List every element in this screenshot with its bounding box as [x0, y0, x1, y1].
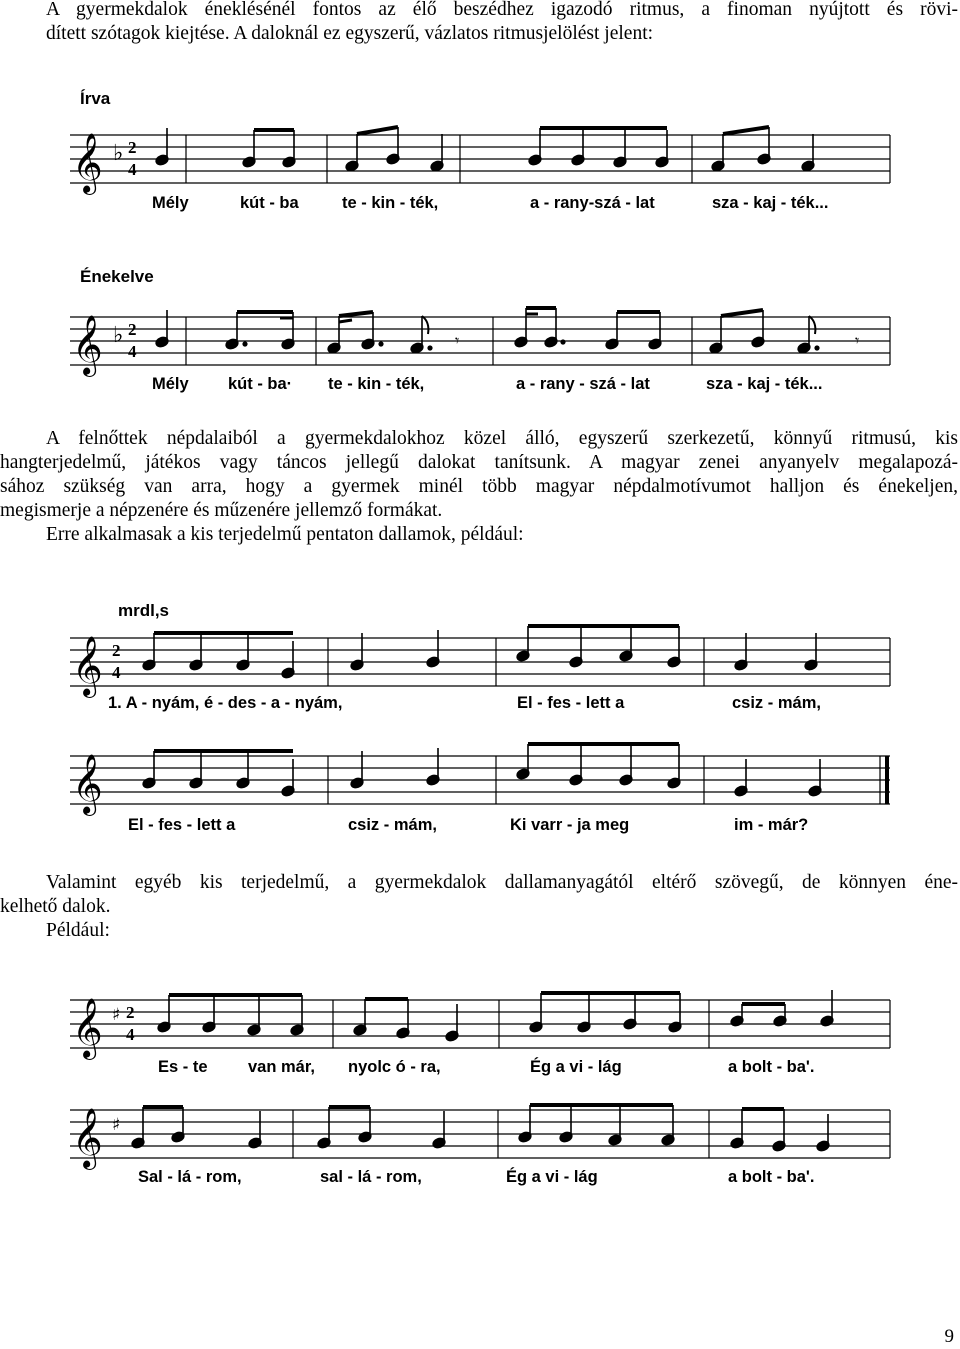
para3-line-1: Valamint egyéb kis terjedelmű, a gyermekdalok dallamanyagától eltérő szövegű, de könnyen éne-: [46, 872, 958, 893]
page-number: 9: [944, 1326, 954, 1347]
score-label-irva: Írva: [80, 89, 111, 108]
time-sig-top: 2: [128, 138, 137, 157]
time-sig-bottom: 4: [128, 342, 137, 361]
para2-line-2: hangterjedelmű, játékos vagy táncos jellegű dalokat tanítsunk. A magyar zenei anyanyelv megalapozá-: [0, 452, 958, 473]
score-enekelve: [0, 262, 960, 402]
time-sig-bottom: 4: [126, 1025, 135, 1044]
para2-line-4: megismerje a népzenére és műzenére jellemző formákat.: [0, 500, 443, 521]
lyric-2: van már,: [248, 1058, 315, 1076]
para2-line-5: Erre alkalmasak a kis terjedelmű pentaton dallamok, például:: [46, 524, 524, 545]
lyric-1: Mély: [152, 194, 189, 212]
para3-line-3: Például:: [46, 920, 110, 941]
flat-icon: ♭: [113, 141, 124, 166]
lyric-2: kút - ba: [240, 194, 299, 212]
time-sig-top: 2: [126, 1003, 135, 1022]
lyric-5: sza - kaj - ték...: [712, 194, 829, 212]
treble-clef-icon: 𝄞: [72, 1108, 103, 1168]
lyric-7: sal - lá - rom,: [320, 1168, 422, 1186]
lyric-4: Ég a vi - lág: [530, 1058, 622, 1076]
treble-clef-icon: 𝄞: [72, 133, 103, 193]
paragraph-3: [0, 871, 958, 943]
flat-icon: ♭: [113, 323, 124, 348]
time-sig-bottom: 4: [112, 663, 121, 682]
lyric-3: te - kin - ték,: [342, 194, 439, 212]
score-anyam: [0, 598, 960, 838]
score-label-enekelve: Énekelve: [80, 267, 154, 286]
treble-clef-icon: 𝄞: [72, 998, 103, 1058]
sharp-icon: ♯: [112, 1005, 121, 1025]
lyric-4: El - fes - lett a: [128, 816, 236, 834]
lyric-9: a bolt - ba'.: [728, 1168, 815, 1186]
lyric-7: im - már?: [734, 816, 809, 834]
para2-line-1: A felnőttek népdalaiból a gyermekdalokhoz közel álló, egyszerű szerkezetű, könnyű ritmusú, kis: [46, 428, 958, 449]
lyric-5: csiz - mám,: [348, 816, 437, 834]
time-sig-top: 2: [128, 320, 137, 339]
lyric-1: 1. A - nyám, é - des - a - nyám,: [108, 694, 343, 712]
sharp-icon: ♯: [112, 1115, 121, 1135]
lyric-2: El - fes - lett a: [517, 694, 625, 712]
time-sig-top: 2: [112, 641, 121, 660]
lyric-3: te - kin - ték,: [328, 375, 425, 393]
treble-clef-icon: 𝄞: [72, 315, 103, 375]
lyric-2: kút - ba·: [228, 375, 293, 393]
lyric-6: Ki varr - ja meg: [510, 816, 630, 834]
lyric-3: csiz - mám,: [732, 694, 821, 712]
treble-clef-icon: 𝄞: [72, 754, 103, 814]
rest-icon: 𝄾: [855, 331, 860, 350]
time-sig-bottom: 4: [128, 160, 137, 179]
lyric-4: a - rany - szá - lat: [516, 375, 650, 393]
lyric-8: Ég a vi - lág: [506, 1168, 598, 1186]
treble-clef-icon: 𝄞: [72, 636, 103, 696]
para2-line-3: sához szükség van arra, hogy a gyermek minél több magyar népdalmotívumot halljon és énekeljen,: [0, 476, 958, 497]
lyric-5: sza - kaj - ték...: [706, 375, 823, 393]
para3-line-2: kelhető dalok.: [0, 896, 111, 917]
lyric-1: Mély: [152, 375, 189, 393]
score-label-pentaton: mrdl,s: [118, 601, 170, 620]
intro-line-1: A gyermekdalok éneklésénél fontos az élő beszédhez igazodó ritmus, a finoman nyújtott és rövi-: [46, 0, 958, 20]
lyric-6: Sal - lá - rom,: [138, 1168, 242, 1186]
score-este: [0, 980, 960, 1240]
intro-line-2: dített szótagok kiejtése. A daloknál ez egyszerű, vázlatos ritmusjelölést jelent:: [46, 23, 654, 44]
intro-paragraph: [46, 0, 958, 46]
lyric-3: nyolc ó - ra,: [348, 1058, 441, 1076]
lyric-4: a - rany-szá - lat: [530, 194, 655, 212]
lyric-5: a bolt - ba'.: [728, 1058, 815, 1076]
rest-icon: 𝄾: [455, 331, 460, 350]
lyric-1: Es - te: [158, 1058, 208, 1076]
paragraph-2: [0, 427, 958, 547]
